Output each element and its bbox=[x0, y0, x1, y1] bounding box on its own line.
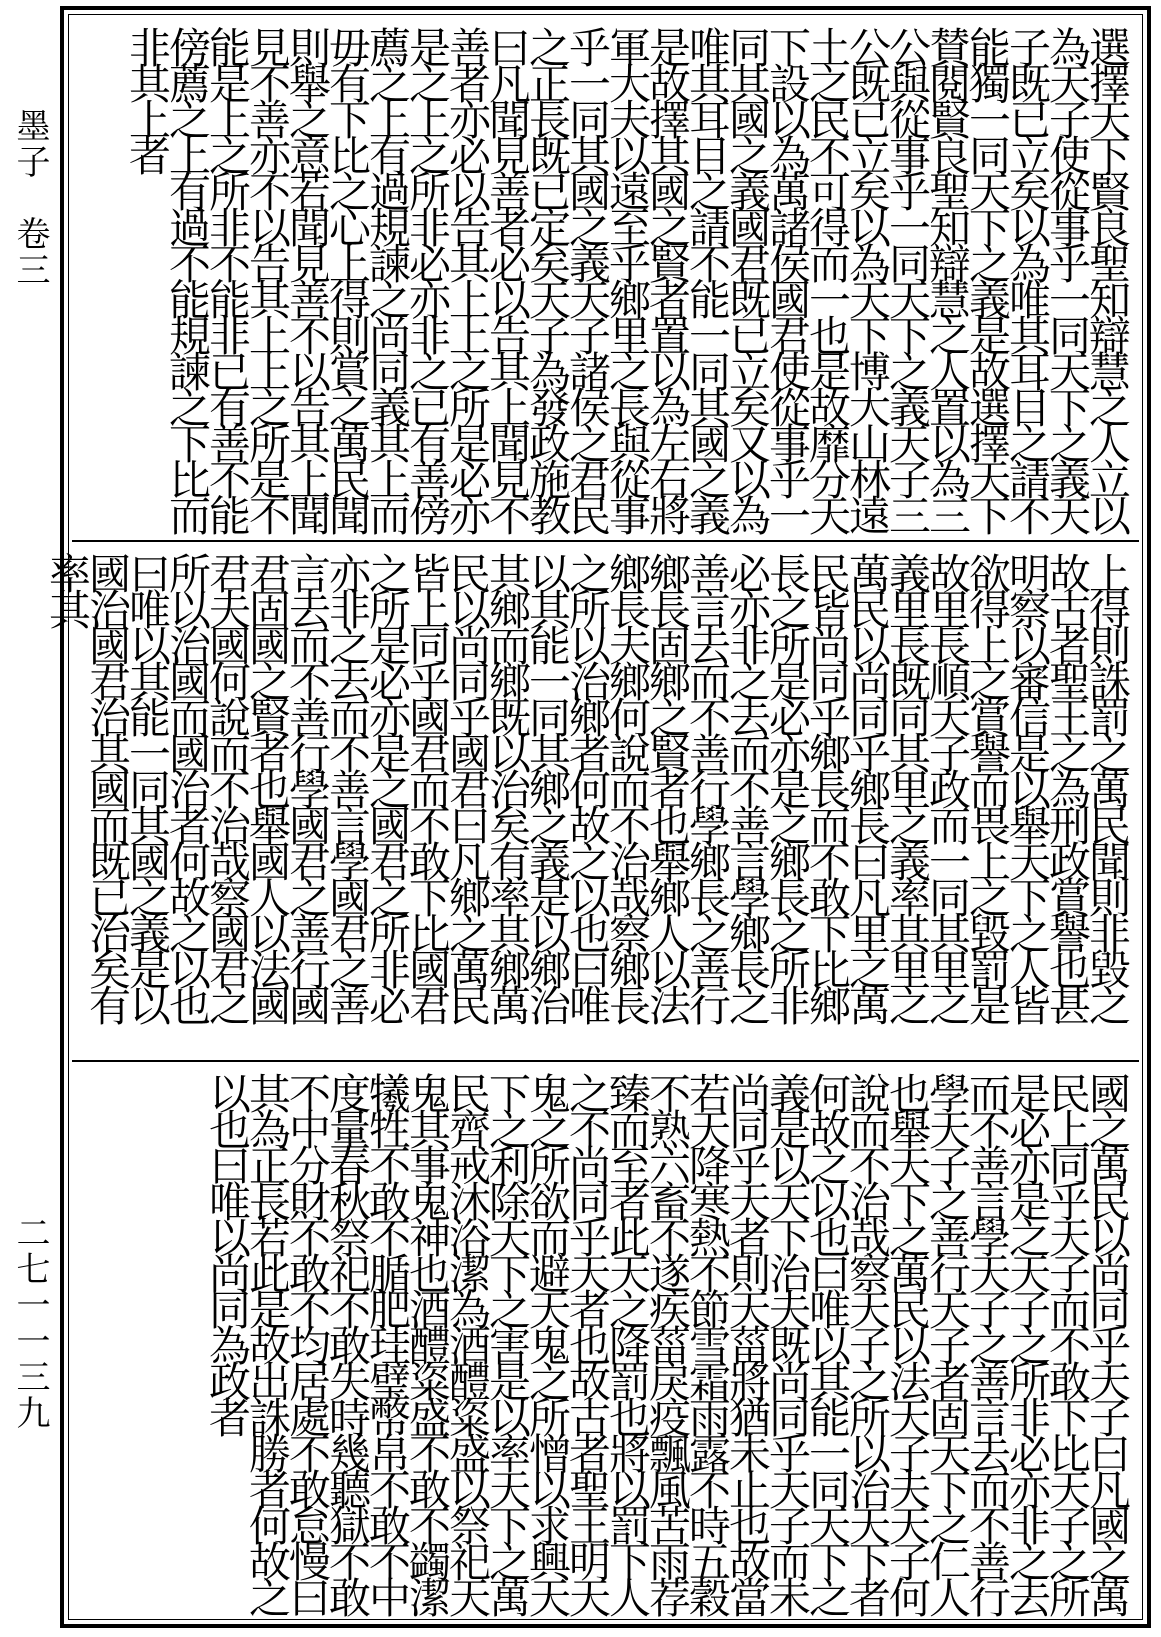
book-title-text: 墨子 bbox=[10, 108, 50, 180]
text-register-middle: 上得則誅罰之萬民聞則非毀之故古者聖王之為刑政賞譽也甚明察以審信是以舉天下之人皆欲得上之賞譽而畏上之毀罰是故里長順天子政而一同其里之義里長既同其里之義率其里之萬民以尚同乎鄉長曰凡里之萬民皆尚同乎鄉長而不敢下比鄉長之所是必亦是之鄉長之所非必亦非之去而不善言學鄉長之善言去而不善行學鄉長之善行鄉長固鄉之賢者也舉鄉人以法鄉長夫鄉何說而不治哉察鄉長之所以治鄉者何故之以也曰唯以其能一同其鄉之義是以鄉治其鄉而鄉既以治矣有率其鄉萬民以尚同乎國君曰凡鄉之萬民皆上同乎國君而不敢下比國君之所是必亦是之國君之所非必亦非之去而不善言學國君之善言去而不善行學國君之善行國君固國之賢者也舉國人以法國君夫國何說而不治哉察國君之所以治國而國治者何故之以也曰唯以其能一同其國之義是以國治國君治其國而既已治矣有率其 bbox=[43, 552, 1132, 1020]
folio-number: 二七一一三九 bbox=[10, 1215, 50, 1431]
book-title bbox=[0, 108, 60, 288]
text-register-top: 選擇天下賢良聖知辯慧之人立以為天子使從事乎一同天下之義天子既已立矣以為唯其耳目之請不能獨一同天下之義是故選擇天下賛閱賢良聖知辯慧之人置以為三公與從事乎一同天下之義天子三公既已立矣以為天下博大山林遠土之民不可得而一也是故靡分天下設以為萬諸侯國君使從事乎一同其國之義國君既已立矣又以為唯其耳目之請不能一同其國之義是故擇其國之賢者置以為左右將軍大夫以遠至乎鄉里之長與從事乎一同其國之義天子諸侯之君民之正長既已定矣天子為發政施教曰凡聞見善者必以告其上聞見不善者亦必以告其上上之所是必亦是之上之所非必亦非之已有善傍薦之上有過規諫之尚同義其上而毋有下比之心上得則賞之萬民聞則舉之意若聞見善不以告其上聞見不善亦不以告其上上之所是不能是上之所非不能非已有善不能傍薦之上有過不能規諫之下比而非其上者 bbox=[123, 26, 1132, 530]
page-frame bbox=[43, 6, 1151, 1628]
chapter-label: 卷三 bbox=[10, 216, 50, 288]
register-divider-bottom bbox=[72, 1060, 1139, 1062]
text-register-bottom: 國之萬民以尚同乎天子曰凡國之萬民上同乎天子而不敢下比天子之所是必亦是之天子之所非必亦非之去而不善言學天子之善言去而不善行學天子之善行天子者固天下之仁人也舉天下之萬民以法天子夫天子何說而不治哉察天子之所以治天下者何故之以也曰唯以其能一同天下之義是以天下治夫既尚同乎天子而未尚同乎天者則天菑將猶未止也故當若天降寒熱不節雪霜雨露不時五穀不熟六畜不遂疾菑戾疫飄風苦雨荐臻而至者此天之降罰也將以罰下人之不尚同乎天者也故古者聖王明天鬼之所欲而避天鬼之所憎以求興天下之利除天下之害是以率天下之萬民齊戒沐浴潔為酒醴粢盛以祭祀天鬼其事鬼神也酒醴粢盛不敢不蠲潔犧牲不敢不腯肥珪璧幣帛不敢不中度量春秋祭祀不敢失時幾聽獄不敢不中分財不敢不均居處不敢怠慢曰其為正長若此是故出誅勝者何故之以也曰唯以尚同為政者 bbox=[203, 1072, 1132, 1612]
register-divider-top bbox=[72, 540, 1139, 542]
